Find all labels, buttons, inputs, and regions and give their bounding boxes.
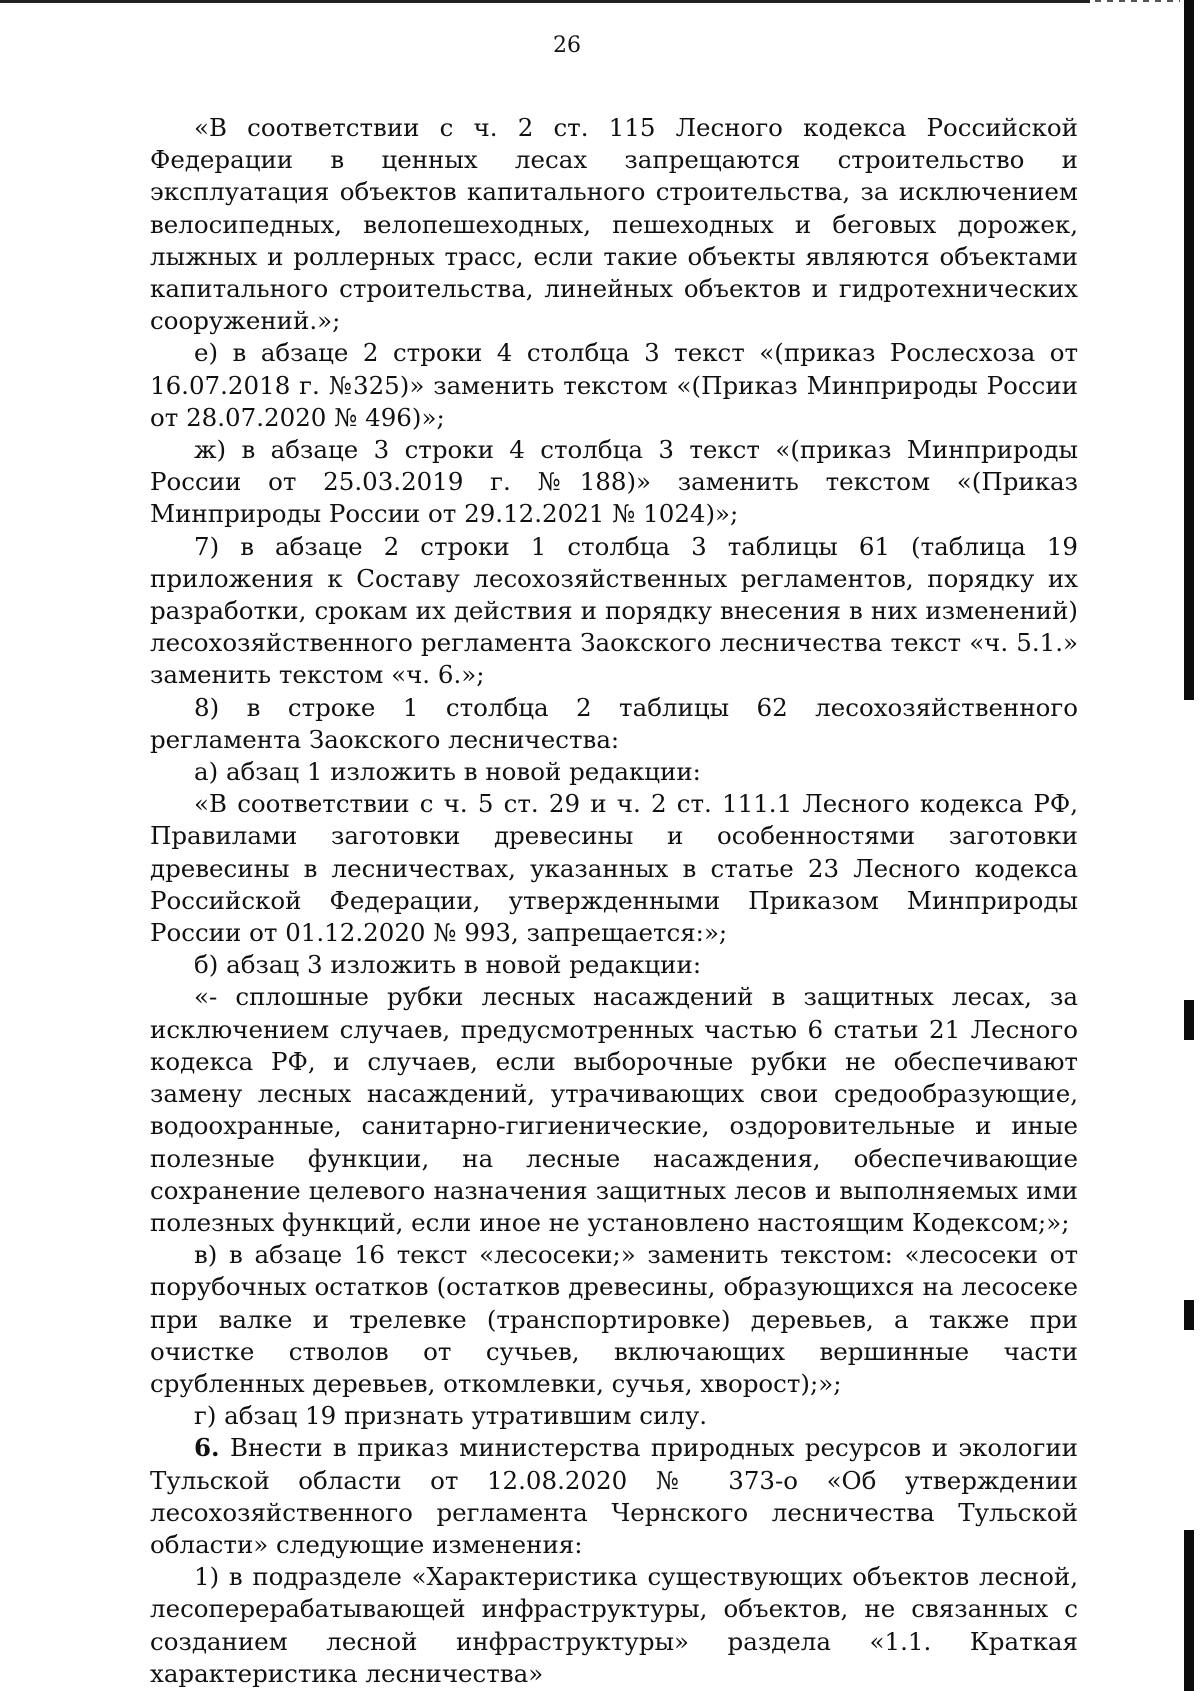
section-number: 6. (194, 1433, 220, 1463)
paragraph-item-zh: ж) в абзаце 3 строки 4 столбца 3 текст «(приказ Минприроды России от 25.03.2019 г. №188)» заменить текстом «(Приказ Минприроды России от 29.12.2021 № 1024)»; (150, 435, 1078, 529)
paragraph-item-e: е) в абзаце 2 строки 4 столбца 3 текст «(приказ Рослесхоза от 16.07.2018 г. №325)» заменить текстом «(Приказ Минприроды России от 28.07.2020 № 496)»; (150, 338, 1078, 432)
paragraph-item-8: 8) в строке 1 столбца 2 таблицы 62 лесохозяйственного регламента Заокского лесничества: (150, 692, 1078, 754)
paragraph-clear-cutting-quote: «- сплошные рубки лесных насаждений в защитных лесах, за исключением случаев, предусмотренных частью 6 статьи 21 Лесного кодекса РФ, и случаев, если выборочные рубки не обеспечивают замену лесных насаждений, утрачивающих свои средообразующие, водоохранные, санитарно-гигиенические, оздоровительные и иные полезные функции, на лесные насаждения, обеспечивающие сохранение целевого назначения защитных лесов и выполняемых ими полезных функций, если иное не установлено настоящим Кодексом;»; (150, 982, 1078, 1237)
top-scan-edge-dashed (1095, 0, 1180, 2)
right-scan-edge-gap (1184, 700, 1194, 1000)
paragraph-logging-quote: «В соответствии с ч. 5 ст. 29 и ч. 2 ст. 111.1 Лесного кодекса РФ, Правилами заготовки древесины и особенностями заготовки древесины в лесничествах, указанных в статье 23 Лесного кодекса Российской Федерации, утвержденными Приказом Минприроды России от 01.12.2020 № 993, запрещается:»; (150, 789, 1078, 948)
paragraph-item-7: 7) в абзаце 2 строки 1 столбца 3 таблицы 61 (таблица 19 приложения к Составу лесохозяйственных регламентов, порядку их разработки, срокам их действия и порядку внесения в них изменений) лесохозяйственного регламента Заокского лесничества текст «ч. 5.1.» заменить текстом «ч. 6.»; (150, 531, 1078, 690)
section-6-text: Внести в приказ министерства природных ресурсов и экологии Тульской области от 12.08.2020 № 373-о «Об утверждении лесохозяйственного регламента Чернского лесничества Тульской области» следующие изменения: (150, 1433, 1078, 1559)
paragraph-item-g: г) абзац 19 признать утратившим силу. (194, 1401, 708, 1431)
right-scan-edge-gap (1184, 1330, 1194, 1530)
top-scan-edge (0, 0, 1090, 3)
paragraph-item-a: а) абзац 1 изложить в новой редакции: (194, 757, 701, 787)
paragraph-valuable-forests-quote: «В соответствии с ч. 2 ст. 115 Лесного кодекса Российской Федерации в ценных лесах запрещаются строительство и эксплуатация объектов капитального строительства, за исключением велосипедных, велопешеходных, пешеходных и беговых дорожек, лыжных и роллерных трасс, если такие объекты являются объектами капитального строительства, линейных объектов и гидротехнических сооружений.»; (150, 113, 1078, 336)
paragraph-item-1: 1) в подразделе «Характеристика существующих объектов лесной, лесоперерабатывающей инфраструктуры, объектов, не связанных с созданием лесной инфраструктуры» раздела «1.1. Краткая характеристика лесничества» (150, 1562, 1078, 1688)
page-number: 26 (553, 33, 581, 58)
document-body (150, 112, 1078, 1690)
paragraph-item-b: б) абзац 3 изложить в новой редакции: (194, 950, 702, 980)
paragraph-item-v: в) в абзаце 16 текст «лесосеки;» заменить текстом: «лесосеки от порубочных остатков (остатков древесины, образующихся на лесосеке при валке и трелевке (транспортировке) деревьев, а также при очистке стволов от сучьев, включающих вершинные части срубленных деревьев, откомлевки, сучья, хворост);»; (150, 1240, 1078, 1398)
paragraph-section-6 (150, 1432, 1078, 1561)
right-scan-edge-gap (1184, 1040, 1194, 1300)
